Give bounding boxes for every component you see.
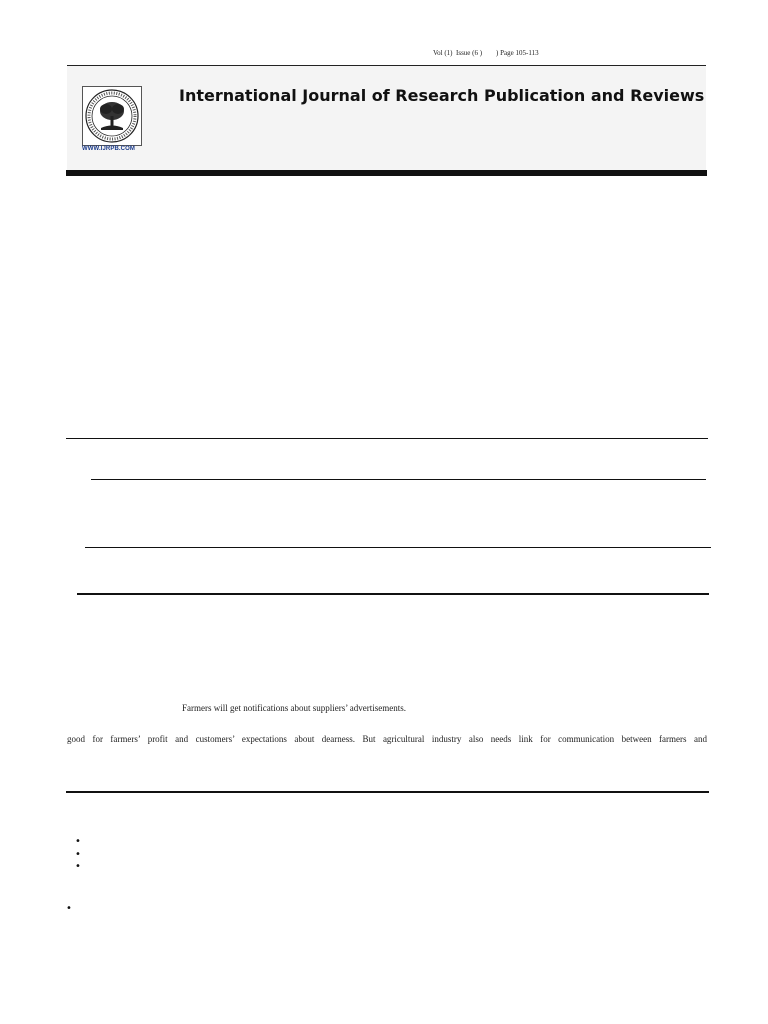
bullet-point: • <box>75 861 81 872</box>
tree-seal-icon <box>83 87 141 145</box>
bullet-point: • <box>75 849 81 860</box>
section-divider-thick <box>77 593 709 595</box>
header-thick-rule <box>66 170 707 176</box>
notification-sentence: Farmers will get notifications about suppliers’ advertisements. <box>182 703 407 713</box>
section-divider-thick <box>66 791 709 793</box>
farmers-paragraph-line: good for farmers’ profit and customers’ expectations about dearness. But agricultural industry also needs link for communication between farmers and <box>67 734 707 744</box>
journal-url: WWW.IJRPB.COM <box>82 146 135 152</box>
issue-info: Vol (1) Issue (6 ) ) Page 105-113 <box>433 49 539 57</box>
bullet-point: • <box>75 836 81 847</box>
bullet-point: • <box>66 903 72 914</box>
journal-logo <box>82 86 142 146</box>
section-divider <box>91 479 706 480</box>
journal-title: International Journal of Research Publication and Reviews <box>179 86 705 105</box>
section-divider <box>66 438 708 439</box>
section-divider <box>85 547 711 548</box>
journal-header <box>67 65 706 170</box>
